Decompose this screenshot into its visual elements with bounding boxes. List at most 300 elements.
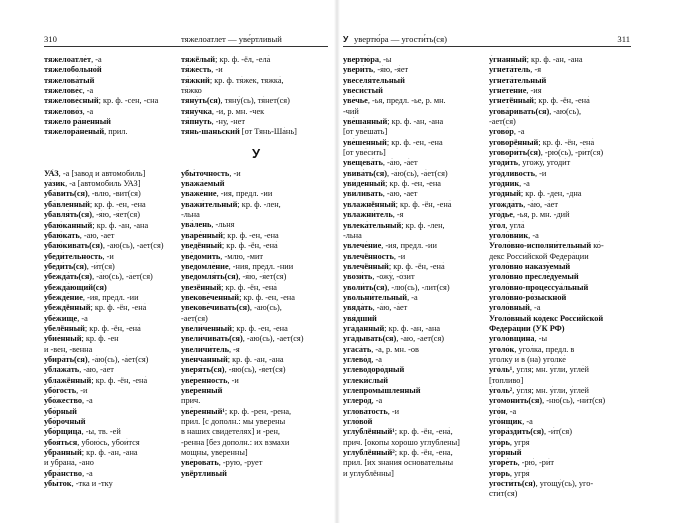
entry-headword: уваре́нный	[181, 230, 223, 240]
entry-grammar: ; кр. ф. -лен,	[401, 220, 445, 230]
dictionary-entry	[181, 76, 331, 86]
dictionary-entry	[44, 345, 179, 355]
entry-grammar: , -лю(сь), -лит(ся)	[387, 282, 450, 292]
dictionary-entry	[489, 314, 633, 324]
entry-grammar: , -рю́, -ри́т	[517, 458, 555, 468]
entry-headword: у́горь	[489, 468, 510, 478]
entry-grammar: прил. [с дополн.: мы уверены	[181, 417, 286, 426]
entry-grammar: , -льня	[211, 220, 235, 230]
entry-headword: уба́вить(ся)	[44, 189, 88, 199]
dictionary-entry	[44, 479, 179, 489]
entry-grammar: , -и	[211, 65, 223, 75]
entry-headword: уважи́тельный	[181, 199, 238, 209]
entry-headword: увели́чивать(ся)	[181, 334, 243, 344]
dictionary-entry	[343, 376, 487, 386]
dictionary-entry	[44, 252, 179, 262]
dictionary-entry	[489, 231, 633, 241]
dictionary-entry	[489, 417, 633, 427]
entry-headword: уголо́вно-процессуа́льный	[489, 282, 589, 292]
dictionary-entry	[343, 158, 487, 168]
entry-headword: уведомля́ть(ся)	[181, 272, 239, 282]
dictionary-entry	[489, 210, 633, 220]
entry-grammar: , прил.	[104, 127, 128, 137]
entry-headword: тяжелова́тый	[44, 75, 95, 85]
entry-grammar: , -и	[102, 251, 114, 261]
entry-headword: убаю́канный	[44, 220, 93, 230]
entry-headword: уголо́вно пресле́дуемый	[489, 272, 579, 282]
entry-headword: угора́здить(ся)	[489, 427, 544, 437]
dictionary-entry	[343, 107, 487, 117]
dictionary-entry	[489, 96, 633, 106]
entry-headword: убеди́ть(ся)	[44, 261, 87, 271]
section-letter: У	[251, 145, 261, 161]
entry-headword: увекове́чивать(ся)	[181, 303, 250, 313]
entry-grammar: , угля́; мн. у́гли, угле́й	[512, 365, 589, 375]
entry-headword: тяжело ра́ненный	[44, 117, 111, 127]
entry-headword: угнета́тельный	[489, 75, 547, 85]
entry-headword: уголо́вно наказу́емый	[489, 261, 571, 271]
entry-headword: углеро́д	[343, 396, 372, 406]
entry-grammar: ; кр. ф. -лен,	[237, 199, 281, 209]
dictionary-entry	[489, 55, 633, 65]
entry-headword: убира́ть(ся)	[44, 354, 88, 364]
entry-grammar: , -а, р. мн. -ов	[371, 344, 419, 354]
entry-grammar: , -я́ю, -я́ет	[373, 65, 409, 75]
dictionary-entry	[343, 345, 487, 355]
left-header-rule	[44, 46, 328, 47]
dictionary-entry	[44, 324, 179, 334]
dictionary-entry	[343, 293, 487, 303]
dictionary-entry	[489, 293, 633, 303]
entry-grammar: ; кр. ф. -сен, -сна	[98, 96, 159, 106]
entry-grammar: , -влю, -вит(ся)	[87, 189, 141, 199]
dictionary-entry	[489, 189, 633, 199]
entry-grammar: , -а	[505, 406, 517, 416]
dictionary-entry	[181, 96, 331, 106]
dictionary-entry	[489, 334, 633, 344]
entry-grammar: [от уве́шать]	[343, 127, 388, 137]
dictionary-entry	[489, 241, 633, 251]
dictionary-entry	[44, 417, 179, 427]
entry-grammar: , -а	[371, 354, 382, 364]
entry-headword: уго́дливость	[489, 168, 535, 178]
entry-grammar: , -ню́(сь), -ни́т(ся)	[542, 396, 606, 406]
entry-headword: увя́дший	[343, 313, 377, 323]
entry-grammar: ; кр. ф. -ан, -ана	[526, 55, 583, 64]
dictionary-entry	[181, 365, 331, 375]
entry-headword: ублажённый	[44, 375, 92, 385]
right-page-header	[337, 32, 674, 46]
dictionary-entry	[489, 179, 633, 189]
entry-headword: увертю́ра	[343, 55, 379, 64]
entry-headword: УА́З	[44, 168, 59, 178]
dictionary-entry	[489, 117, 633, 127]
entry-grammar: , -я́ю(сь), -я́ет(ся)	[224, 365, 286, 375]
dictionary-entry	[489, 200, 633, 210]
entry-grammar: , -ия, предл. -ии	[82, 292, 139, 302]
entry-headword: тяжелово́з	[44, 106, 83, 116]
entry-grammar: ; кр. ф. -ден, -дна	[520, 189, 582, 199]
entry-headword: уве́шанный	[343, 117, 388, 127]
entry-grammar: , -аю(сь),	[249, 303, 282, 313]
dictionary-entry	[181, 355, 331, 365]
dictionary-entry	[489, 458, 633, 468]
dictionary-entry	[343, 272, 487, 282]
entry-grammar: , -ья, предл. -ье, р. мн.	[367, 96, 446, 106]
dictionary-entry	[343, 65, 487, 75]
entry-grammar: , -рю́(сь), -ри́т(ся)	[540, 148, 604, 158]
entry-grammar: , угол́ка, предл. в	[514, 344, 575, 354]
entry-grammar: мощны, уверенны]	[181, 448, 248, 458]
dictionary-entry	[343, 55, 487, 65]
entry-headword: углево́д	[343, 354, 372, 364]
right-col-2	[489, 55, 633, 500]
entry-headword: тяну́чка	[181, 106, 212, 116]
entry-grammar: , -я	[530, 65, 542, 75]
dictionary-entry	[343, 148, 487, 158]
dictionary-entry	[181, 179, 331, 189]
entry-grammar: ; кр. ф. -ан, -ана	[384, 323, 441, 333]
dictionary-entry	[44, 96, 179, 106]
dictionary-entry	[343, 469, 487, 479]
entry-headword: убра́нство	[44, 468, 83, 478]
entry-grammar: уголку́ и в (на) уголке́	[489, 354, 566, 364]
entry-headword: уголо́к	[489, 344, 515, 354]
dictionary-entry	[181, 469, 331, 479]
dictionary-entry	[44, 86, 179, 96]
entry-headword: угоди́ть	[489, 158, 519, 168]
entry-grammar: , -а́ю, -а́ет	[79, 365, 114, 375]
entry-headword: тя́жкий	[181, 75, 210, 85]
dictionary-entry	[489, 427, 633, 437]
entry-grammar: , -ия, предл. -ии	[381, 241, 437, 251]
dictionary-entry	[44, 241, 179, 251]
entry-headword: увлажнённый	[343, 199, 396, 209]
dictionary-entry	[44, 169, 179, 179]
dictionary-entry	[489, 169, 633, 179]
dictionary-entry	[44, 221, 179, 231]
entry-headword: тянь-шаньский	[181, 127, 240, 137]
dictionary-entry	[343, 365, 487, 375]
entry-headword: уведённый	[181, 241, 222, 251]
dictionary-entry	[343, 262, 487, 272]
entry-grammar: , -а	[407, 292, 418, 302]
dictionary-entry	[343, 200, 487, 210]
dictionary-entry	[343, 355, 487, 365]
entry-headword: уго́рный	[489, 448, 522, 458]
entry-grammar: , угря́	[509, 468, 530, 478]
entry-grammar: , -а́ю(сь), -а́ет(ся)	[92, 272, 153, 282]
dictionary-entry	[181, 65, 331, 75]
entry-grammar: , -и	[534, 168, 547, 178]
dictionary-entry	[343, 221, 487, 231]
entry-headword: увещева́ть	[343, 158, 383, 168]
entry-headword: уба́вленный	[44, 199, 90, 209]
entry-headword: увери́ть	[343, 65, 374, 75]
entry-headword: угово́р	[489, 127, 514, 137]
entry-headword: уве́домить	[181, 251, 221, 261]
entry-grammar: , -и	[227, 375, 239, 385]
entry-grammar: ко́-	[591, 241, 604, 251]
right-col-1	[343, 55, 487, 479]
entry-grammar: [от Тянь-Ша́нь]	[239, 127, 297, 137]
entry-grammar: ; кр. ф. -ёл, -ела́	[215, 55, 271, 64]
entry-grammar: , -а	[82, 468, 93, 478]
entry-grammar: -ренна [без дополн.: их взмахи	[181, 437, 290, 447]
entry-grammar: ; кр. ф. -ён, -ена́	[538, 137, 595, 147]
entry-grammar: -чий	[343, 106, 359, 116]
entry-grammar: , -и́т(ся)	[543, 427, 572, 437]
dictionary-entry	[489, 65, 633, 75]
entry-headword: убие́нный	[44, 334, 82, 344]
dictionary-entry	[343, 324, 487, 334]
dictionary-entry	[343, 303, 487, 313]
right-page-number: 311	[617, 34, 630, 44]
entry-headword: убеди́тельность	[44, 251, 103, 261]
entry-headword: уго́н	[489, 406, 506, 416]
entry-headword: угло́вой	[343, 417, 373, 427]
entry-headword: Уголо́вный ко́декс Росси́йской	[489, 313, 604, 323]
dictionary-entry	[489, 489, 633, 499]
entry-headword: увеселя́тельный	[343, 75, 405, 85]
entry-grammar: ; кр. ф. -ён, -ена́	[395, 199, 452, 209]
dictionary-entry	[44, 427, 179, 437]
dictionary-entry	[44, 179, 179, 189]
entry-headword: у́бранный	[44, 448, 82, 458]
entry-headword: убежда́ть(ся)	[44, 272, 93, 282]
entry-headword: уволи́ть(ся)	[343, 282, 388, 292]
entry-grammar: , -а	[82, 86, 94, 96]
blank-line	[44, 148, 179, 158]
entry-grammar: , -а	[91, 55, 102, 64]
entry-headword: убо́жество	[44, 396, 83, 406]
dictionary-entry	[489, 324, 633, 334]
entry-headword: уго́дный	[489, 189, 521, 199]
entry-grammar: прич.	[181, 396, 201, 406]
dictionary-entry	[181, 458, 331, 468]
entry-grammar: ; кр. ф. -ан, -ана	[387, 117, 444, 127]
dictionary-entry	[489, 376, 633, 386]
entry-grammar: , -а́ю, -а́ет	[523, 199, 558, 209]
entry-grammar: , -я	[229, 344, 240, 354]
entry-grammar: , -а́ю(сь), -а́ет(ся)	[386, 168, 448, 178]
entry-grammar: , -а́ю, -а́ет	[372, 303, 408, 313]
dictionary-entry	[343, 448, 487, 458]
entry-headword: углу́блённый¹	[343, 427, 395, 437]
entry-headword: уваже́ние	[181, 189, 217, 199]
entry-headword: убелённый	[44, 323, 85, 333]
entry-grammar: , -я́ю, -я́ет(ся)	[238, 272, 287, 282]
dictionary-entry	[181, 396, 331, 406]
entry-grammar: [от уве́сить]	[343, 148, 386, 158]
entry-headword: угомони́ть(ся)	[489, 396, 543, 406]
entry-grammar: ; кр. ф. -ан, -ана	[227, 354, 284, 364]
dictionary-entry	[181, 55, 331, 65]
entry-headword: угнета́тель	[489, 65, 531, 75]
right-header-rule	[343, 46, 631, 47]
entry-headword: угнетённый	[489, 96, 534, 106]
entry-grammar: , -и	[76, 386, 88, 395]
dictionary-entry	[489, 365, 633, 375]
dictionary-entry	[343, 76, 487, 86]
entry-grammar: , -и́т(ся)	[86, 261, 115, 271]
entry-grammar: , -аю(сь), -ает(ся)	[242, 334, 304, 344]
entry-headword: увольни́тельный	[343, 292, 408, 302]
entry-headword: угости́ть(ся)	[489, 479, 536, 489]
entry-grammar: , -и	[229, 168, 241, 178]
dictionary-entry	[181, 303, 331, 313]
entry-grammar: ; кр. ф. -ен, -ена	[222, 230, 279, 240]
entry-headword: угова́ривать(ся)	[489, 106, 550, 116]
dictionary-entry	[343, 189, 487, 199]
dictionary-entry	[44, 200, 179, 210]
dictionary-entry	[489, 221, 633, 231]
entry-grammar: , -ы	[534, 334, 548, 344]
entry-grammar: , -аю, -ает(ся)	[396, 334, 445, 344]
dictionary-entry	[44, 231, 179, 241]
entry-grammar: , -млю, -мит	[220, 251, 264, 261]
entry-headword: уве́чье	[343, 96, 368, 106]
dictionary-entry	[181, 376, 331, 386]
entry-grammar: , -аю(сь), -ает(ся)	[102, 241, 164, 251]
entry-grammar: , -ну, -нет	[211, 117, 245, 127]
dictionary-entry	[343, 458, 487, 468]
entry-grammar: и углублённы]	[343, 468, 394, 478]
entry-headword: убаю́кивать(ся)	[44, 241, 103, 251]
dictionary-entry	[343, 127, 487, 137]
entry-grammar: ; кр. ф. -ён, -ена́	[533, 96, 590, 106]
dictionary-entry	[343, 252, 487, 262]
entry-grammar: , -ья, р. мн. -дий	[512, 210, 570, 220]
dictionary-entry	[44, 334, 179, 344]
entry-headword: убоя́ться	[44, 437, 78, 447]
entry-grammar: , -и	[393, 251, 406, 261]
entry-headword: углеводоро́дный	[343, 365, 405, 375]
dictionary-entry	[181, 324, 331, 334]
entry-headword: тяжелоатле́т	[44, 55, 92, 64]
dictionary-entry	[489, 345, 633, 355]
entry-grammar: прич. [окопы хорошо углублены]	[343, 437, 460, 447]
entry-headword: уве́ровать	[181, 458, 219, 468]
entry-grammar: ; кр. ф. -ен, -ена	[89, 199, 146, 209]
dictionary-entry	[343, 169, 487, 179]
entry-headword: уговорённый	[489, 137, 539, 147]
dictionary-entry	[181, 345, 331, 355]
entry-grammar: , -а [завод и автомобиль]	[58, 168, 146, 178]
entry-grammar: -ает(ся)	[489, 117, 516, 127]
entry-grammar: , -аю(сь),	[549, 106, 582, 116]
dictionary-entry	[181, 334, 331, 344]
left-col-2	[181, 55, 331, 479]
entry-headword: увёртливый	[181, 468, 227, 478]
dictionary-entry	[44, 314, 179, 324]
blank-line	[44, 158, 179, 168]
dictionary-entry	[343, 417, 487, 427]
dictionary-entry	[44, 262, 179, 272]
dictionary-entry	[489, 148, 633, 158]
dictionary-entry	[44, 283, 179, 293]
dictionary-entry	[44, 376, 179, 386]
entry-headword: убо́рный	[44, 406, 77, 416]
entry-headword: уго́дник	[489, 179, 520, 189]
entry-headword: увели́ченный	[181, 323, 232, 333]
entry-headword: тяжелора́неный	[44, 127, 105, 137]
entry-grammar: , -и, р. мн. -чек	[211, 106, 265, 116]
dictionary-entry	[44, 65, 179, 75]
dictionary-entry	[489, 303, 633, 313]
entry-grammar: , тяну́(сь), тя́нет(ся)	[220, 96, 290, 106]
entry-grammar: , -а [автомобиль УАЗ]	[65, 179, 141, 189]
dictionary-entry	[44, 438, 179, 448]
entry-grammar: ; кр. ф. -ён, -ена,	[394, 448, 453, 458]
dictionary-entry	[343, 117, 487, 127]
entry-headword: уголо́вно-ро́зыскной	[489, 292, 567, 302]
entry-grammar: , -ы, тв. -ей	[81, 427, 121, 437]
entry-headword: увлека́тельный	[343, 220, 402, 230]
entry-headword: уга́данный	[343, 323, 385, 333]
entry-grammar: , -а́ю, -а́ет	[382, 158, 418, 168]
entry-grammar: , -а	[82, 396, 93, 406]
dictionary-entry	[343, 86, 487, 96]
dictionary-entry	[489, 438, 633, 448]
entry-headword: увлече́ние	[343, 241, 382, 251]
entry-headword: убы́точность	[181, 168, 230, 178]
entry-headword: углублённый²	[343, 448, 395, 458]
entry-grammar: , угря́	[509, 437, 530, 447]
dictionary-entry	[489, 127, 633, 137]
entry-grammar: , -а	[513, 127, 525, 137]
entry-grammar: , -тка и -тку	[71, 479, 113, 489]
entry-grammar: ; кр. ф. тя́жек, тяжка́,	[209, 75, 284, 85]
entry-headword: уговори́ть(ся)	[489, 148, 541, 158]
right-section-letter: У	[343, 34, 349, 44]
dictionary-entry	[489, 272, 633, 282]
dictionary-entry	[44, 127, 179, 137]
entry-headword: тяжелобольно́й	[44, 65, 102, 75]
entry-grammar: ; кр. ф. -ен, -ена	[385, 179, 441, 189]
entry-grammar: ; кр. ф. -ён, -ена́	[221, 282, 277, 292]
dictionary-entry	[181, 200, 331, 210]
dictionary-entry	[489, 386, 633, 396]
entry-grammar: прил. [их знания основательны	[343, 458, 454, 468]
dictionary-entry	[44, 210, 179, 220]
entry-grammar: , -а	[522, 417, 533, 427]
entry-headword: угаса́ть	[343, 344, 372, 354]
entry-headword: уви́ливать	[343, 189, 383, 199]
dictionary-entry	[181, 241, 331, 251]
dictionary-entry	[44, 272, 179, 282]
dictionary-entry	[489, 448, 633, 458]
entry-headword: убо́гость	[44, 386, 77, 395]
right-running-head: увертю́ра — угости́ть(ся)	[354, 34, 447, 44]
entry-headword: у́голь²	[489, 386, 513, 395]
entry-grammar: , -ия	[526, 86, 542, 96]
right-page	[337, 0, 674, 523]
entry-headword: уве́ренный¹	[181, 406, 225, 416]
dictionary-entry	[44, 189, 179, 199]
entry-headword: угнете́ние	[489, 86, 527, 96]
entry-headword: убо́рочный	[44, 417, 86, 427]
dictionary-entry	[489, 283, 633, 293]
entry-grammar: , убою́сь, убои́тся	[77, 437, 140, 447]
dictionary-entry	[44, 55, 179, 65]
dictionary-entry	[343, 427, 487, 437]
entry-grammar: , -а	[77, 313, 88, 323]
left-page-header	[0, 32, 337, 46]
dictionary-entry	[181, 262, 331, 272]
entry-grammar: декс Росси́йской Федера́ции	[489, 251, 589, 261]
entry-grammar: ; кр. ф. -ен	[81, 334, 119, 344]
